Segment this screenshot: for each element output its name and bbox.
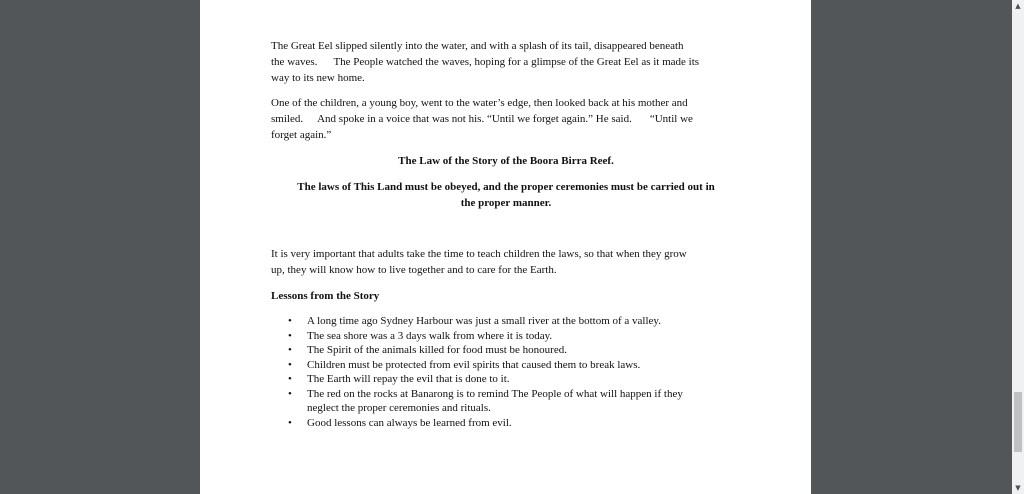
- scrollbar-thumb[interactable]: [1014, 392, 1022, 452]
- bullet-icon: •: [288, 358, 292, 371]
- document-content: [271, 38, 741, 430]
- list-item: • The Earth will repay the evil that is done to it.: [288, 373, 510, 385]
- text-line: And spoke in a voice that was not his. “Until we forget again.” He said.: [317, 113, 632, 125]
- bullet-icon: •: [288, 387, 292, 400]
- text-line: The Great Eel slipped silently into the water, and with a splash of its tail, disappeared beneath: [271, 40, 684, 52]
- story-paragraph-2: [271, 95, 741, 143]
- bullet-icon: •: [288, 344, 292, 356]
- text-line: up, they will know how to live together and to care for the Earth.: [271, 264, 557, 276]
- bullet-icon: •: [288, 373, 292, 385]
- text-line: the waves.: [271, 56, 318, 68]
- list-item: • The red on the rocks at Banarong is to remind The People of what will happen if they neglect the proper ceremonies and rituals.: [288, 387, 683, 414]
- text-line: way to its new home.: [271, 72, 365, 84]
- text-line: The laws of This Land must be obeyed, and the proper ceremonies must be carried out in: [297, 181, 715, 193]
- text-line: smiled.: [271, 113, 304, 125]
- bullet-icon: •: [288, 315, 292, 327]
- law-statement: [271, 179, 741, 211]
- text-line: forget again.”: [271, 129, 332, 141]
- scroll-up-icon[interactable]: ▲: [1015, 2, 1021, 10]
- scroll-down-icon[interactable]: ▼: [1015, 484, 1021, 492]
- lessons-heading: Lessons from the Story: [271, 290, 380, 302]
- text-line: “Until we: [649, 113, 693, 125]
- list-item: • Good lessons can always be learned from evil.: [288, 416, 512, 429]
- text-line: It is very important that adults take the time to teach children the laws, so that when they grow: [271, 248, 687, 260]
- list-item: • A long time ago Sydney Harbour was just a small river at the bottom of a valley.: [288, 315, 661, 327]
- teaching-paragraph: [271, 246, 741, 278]
- text-line: The People watched the waves, hoping for a glimpse of the Great Eel as it made its: [333, 56, 700, 68]
- story-paragraph-1: [271, 38, 741, 86]
- list-item: • The Spirit of the animals killed for food must be honoured.: [288, 344, 567, 356]
- bullet-icon: •: [288, 329, 292, 342]
- document-page: [200, 0, 811, 494]
- law-heading: The Law of the Story of the Boora Birra Reef.: [398, 155, 614, 167]
- bullet-icon: •: [288, 416, 292, 429]
- list-item: • Children must be protected from evil spirits that caused them to break laws.: [288, 358, 641, 371]
- text-line: One of the children, a young boy, went to the water’s edge, then looked back at his mother and: [271, 97, 688, 109]
- lessons-list: [271, 314, 741, 430]
- text-line: the proper manner.: [460, 197, 552, 209]
- list-item: • The sea shore was a 3 days walk from where it is today.: [288, 329, 553, 342]
- vertical-scrollbar[interactable]: [1012, 0, 1024, 494]
